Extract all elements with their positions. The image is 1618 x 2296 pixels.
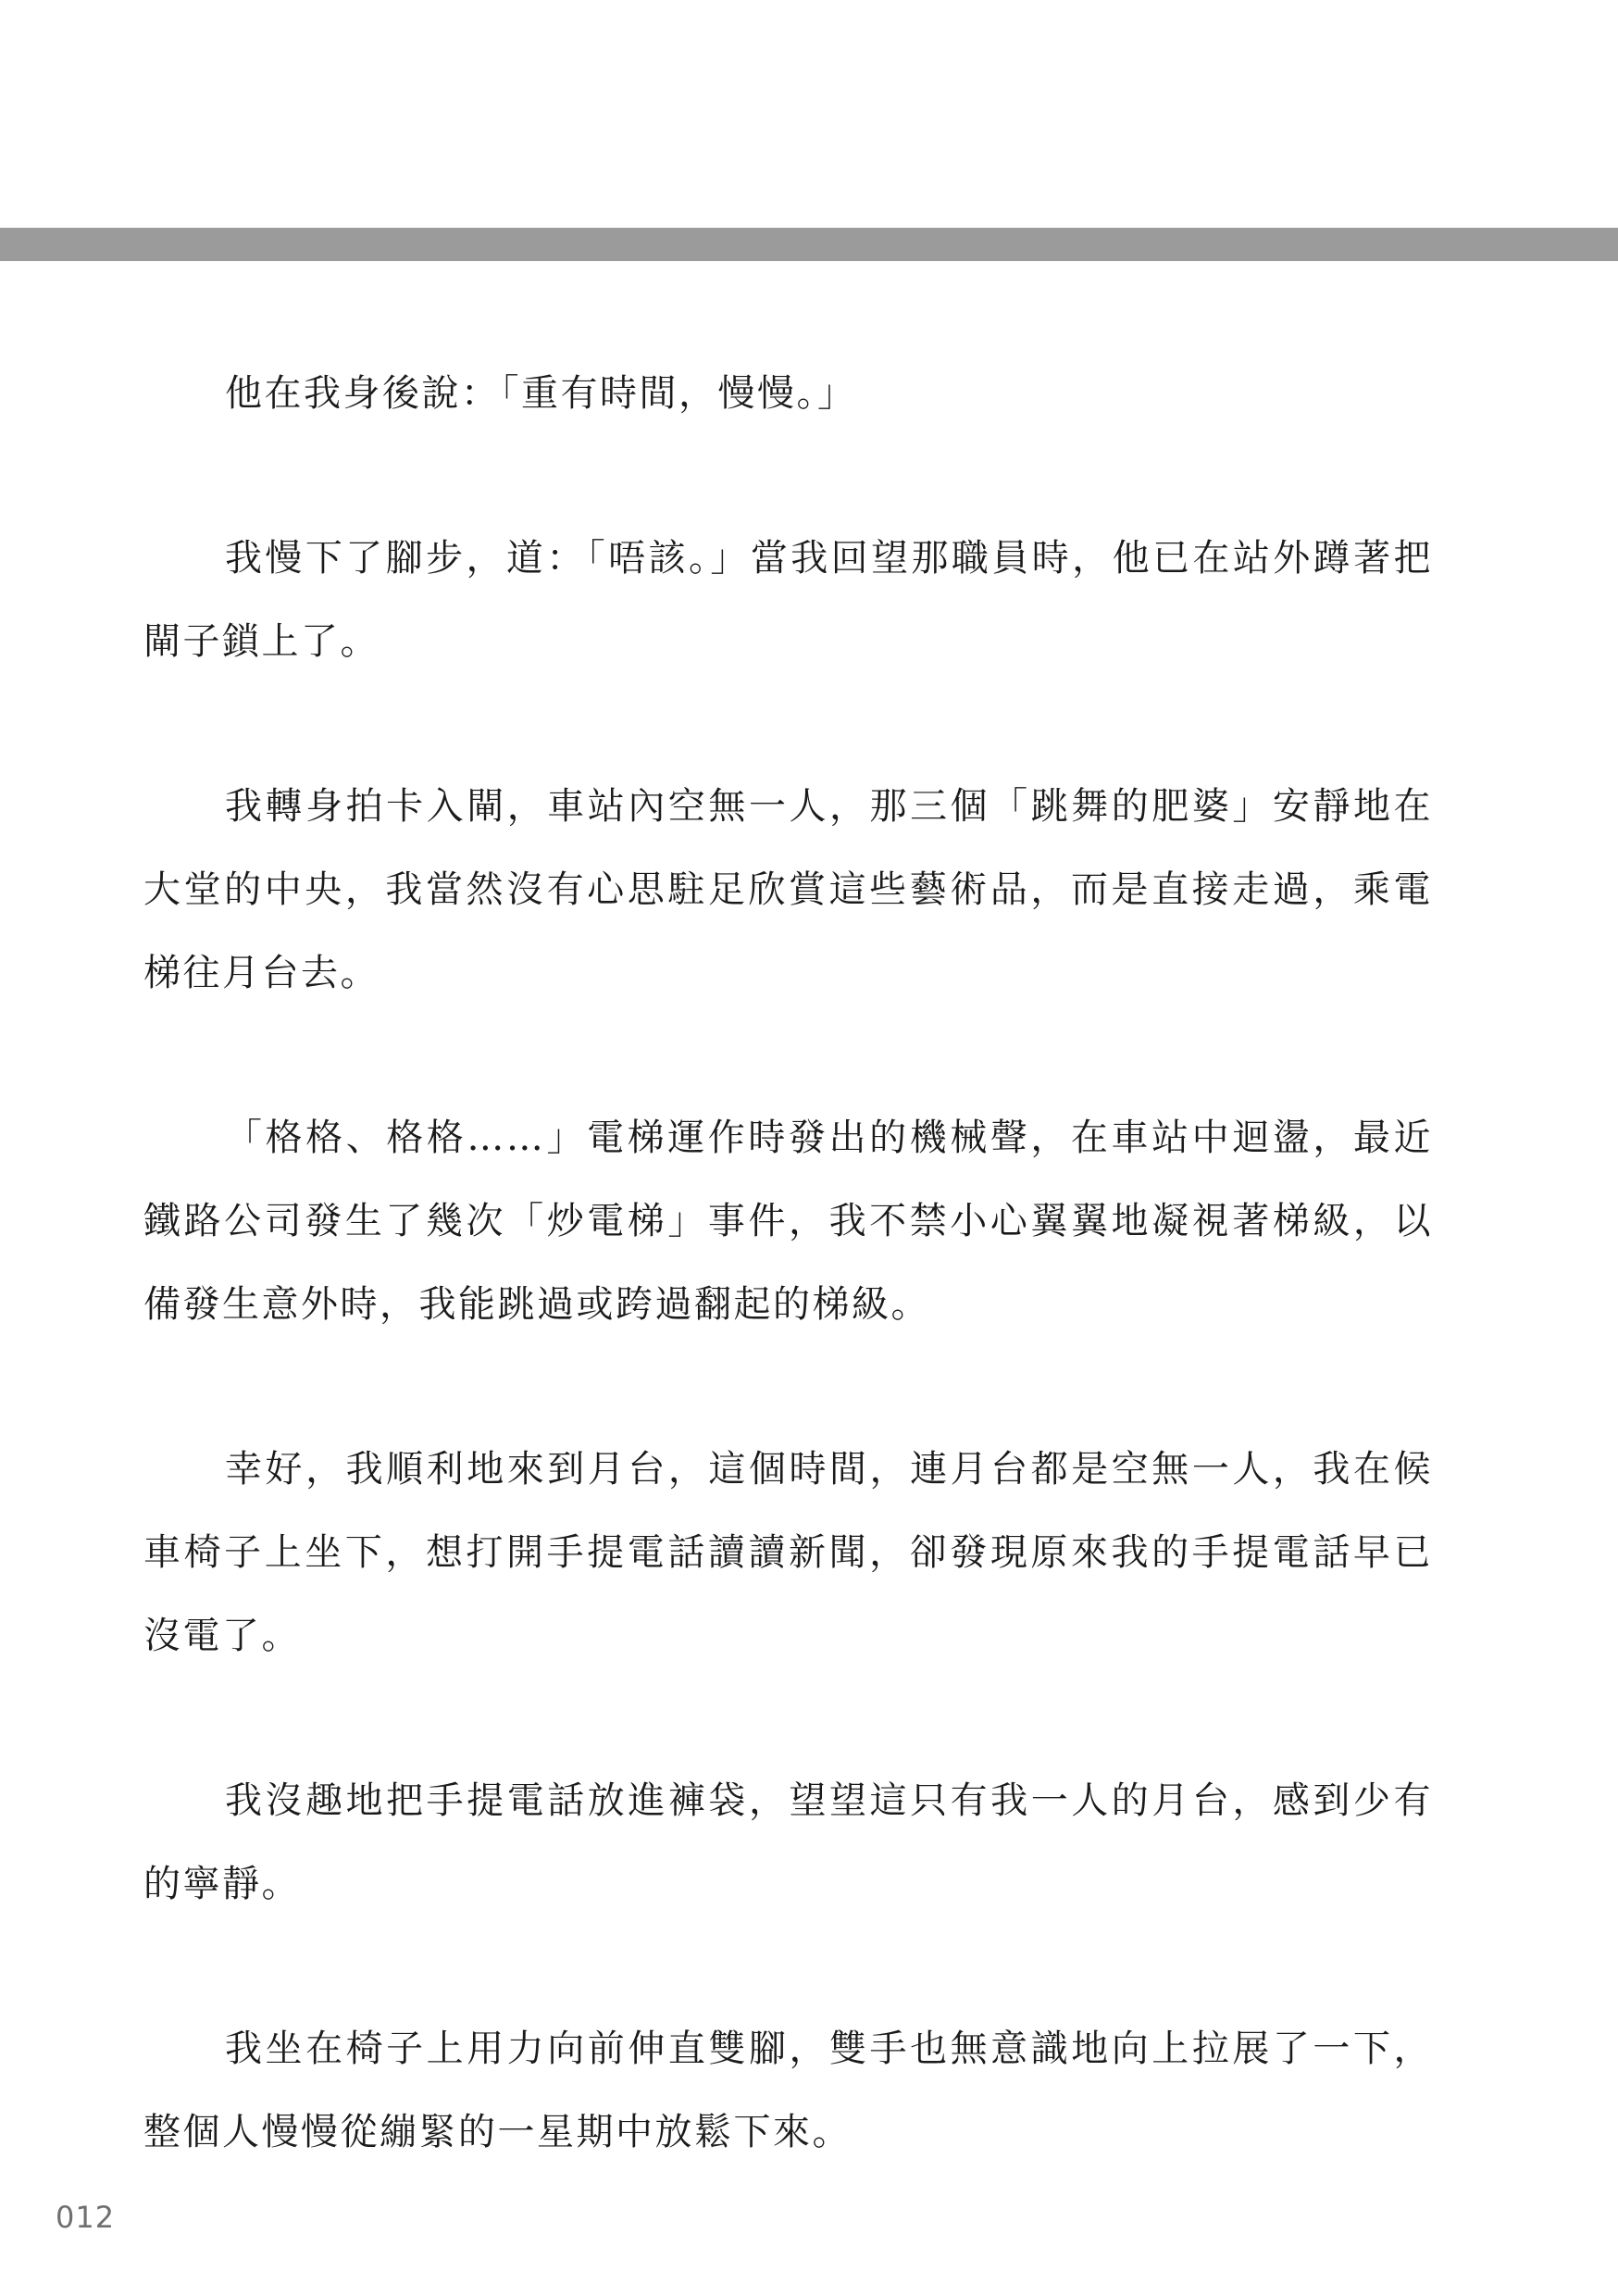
body-text [143, 352, 1433, 2255]
paragraph-3: 我轉身拍卡入閘，車站內空無一人，那三個「跳舞的肥婆」安靜地在大堂的中央，我當然沒有心思駐足欣賞這些藝術品，而是直接走過，乘電梯往月台去。 [143, 785, 1433, 994]
page-number: 012 [56, 2200, 116, 2235]
paragraph-2: 我慢下了腳步，道：「唔該。」當我回望那職員時，他已在站外蹲著把閘子鎖上了。 [143, 537, 1433, 663]
paragraph-5: 幸好，我順利地來到月台，這個時間，連月台都是空無一人，我在候車椅子上坐下，想打開手提電話讀讀新聞，卻發現原來我的手提電話早已沒電了。 [143, 1448, 1433, 1657]
paragraph-7: 我坐在椅子上用力向前伸直雙腳，雙手也無意識地向上拉展了一下，整個人慢慢從繃緊的一星期中放鬆下來。 [143, 2028, 1433, 2153]
paragraph-1: 他在我身後說：「重有時間，慢慢。」 [225, 372, 857, 415]
paragraph-4: 「格格、格格……」電梯運作時發出的機械聲，在車站中迴盪，最近鐵路公司發生了幾次「炒電梯」事件，我不禁小心翼翼地凝視著梯級，以備發生意外時，我能跳過或跨過翻起的梯級。 [143, 1117, 1433, 1326]
header-bar [0, 228, 1618, 261]
paragraph-6: 我沒趣地把手提電話放進褲袋，望望這只有我一人的月台，感到少有的寧靜。 [143, 1779, 1433, 1905]
